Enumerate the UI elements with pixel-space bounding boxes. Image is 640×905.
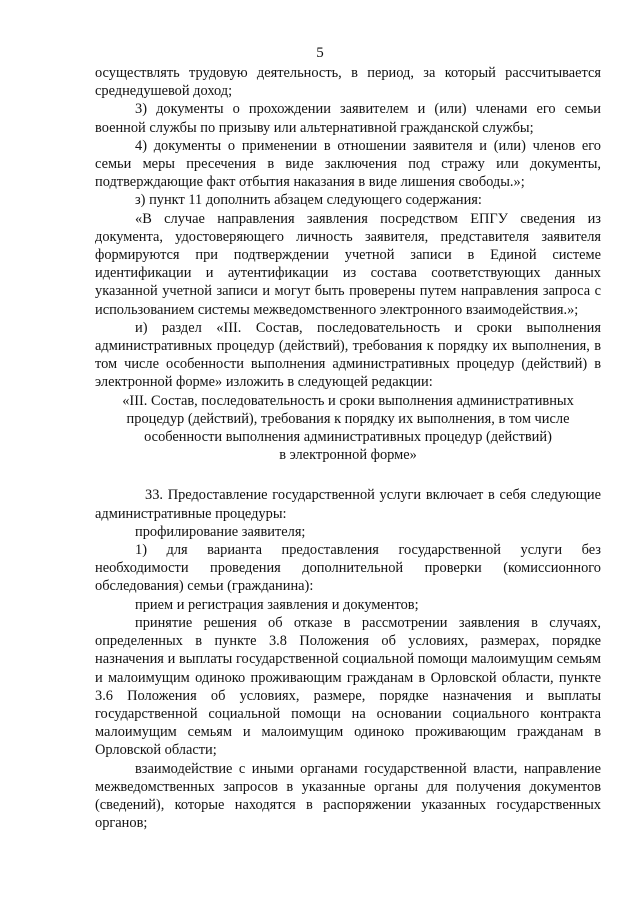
paragraph: осуществлять трудовую деятельность, в период, за который рассчитывается среднедушевой доход;	[95, 65, 601, 100]
paragraph: профилирование заявителя;	[135, 523, 306, 540]
document-body	[95, 64, 601, 832]
spacer	[95, 464, 601, 486]
heading-line: особенности выполнения административных процедур (действий)	[144, 429, 552, 446]
paragraph: прием и регистрация заявления и документов;	[135, 596, 419, 613]
paragraph: 4) документы о применении в отношении заявителя и (или) членов его семьи меры пресечения в виде заключения под стражу или документы, подтверждающие факт отбытия наказания в виде лишения свободы.»;	[95, 137, 601, 191]
paragraph: з) пункт 11 дополнить абзацем следующего содержания:	[135, 192, 482, 209]
section-heading	[95, 392, 601, 465]
heading-line: «III. Состав, последовательность и сроки выполнения административных	[122, 392, 574, 409]
paragraph: 33. Предоставление государственной услуги включает в себя следующие административные процедуры:	[95, 487, 601, 522]
heading-line: процедур (действий), требования к порядку их выполнения, в том числе	[126, 410, 570, 427]
paragraph: 3) документы о прохождении заявителем и (или) членами его семьи военной службы по призыву или альтернативной гражданской службы;	[95, 101, 601, 136]
paragraph: и) раздел «III. Состав, последовательность и сроки выполнения административных процедур (действий), требования к порядку их выполнения, в том числе особенности выполнения административных процедур (действий) в электронной форме» изложить в следующей редакции:	[95, 319, 601, 391]
heading-line: в электронной форме»	[279, 447, 417, 464]
page-number: 5	[316, 45, 324, 61]
quoted-paragraph: «В случае направления заявления посредством ЕПГУ сведения из документа, удостоверяющего личность заявителя, представителя заявителя формируются при подтверждении учетной записи в Единой системе идентификации и аутентификации из состава соответствующих данных указанной учетной записи и могут быть проверены путем направления запроса с использованием системы межведомственного электронного взаимодействия.»;	[95, 210, 601, 318]
paragraph: взаимодействие с иными органами государственной власти, направление межведомственных запросов в указанные органы для получения документов (сведений), которые находятся в распоряжении указанных государственных органов;	[95, 760, 601, 832]
paragraph: 1) для варианта предоставления государственной услуги без необходимости проведения дополнительной проверки (комиссионного обследования) семьи (гражданина):	[95, 542, 601, 595]
paragraph: принятие решения об отказе в рассмотрении заявления в случаях, определенных в пункте 3.8 Положения об условиях, размерах, порядке назначения и выплаты государственной социальной помощи малоимущим семьям и малоимущим одиноко проживающим гражданам в Орловской области, пункте 3.6 Положения об условиях, размере, порядке назначения и выплаты государственной социальной помощи на основании социального контракта малоимущим семьям и малоимущим одиноко проживающим гражданам в Орловской области;	[95, 614, 601, 759]
